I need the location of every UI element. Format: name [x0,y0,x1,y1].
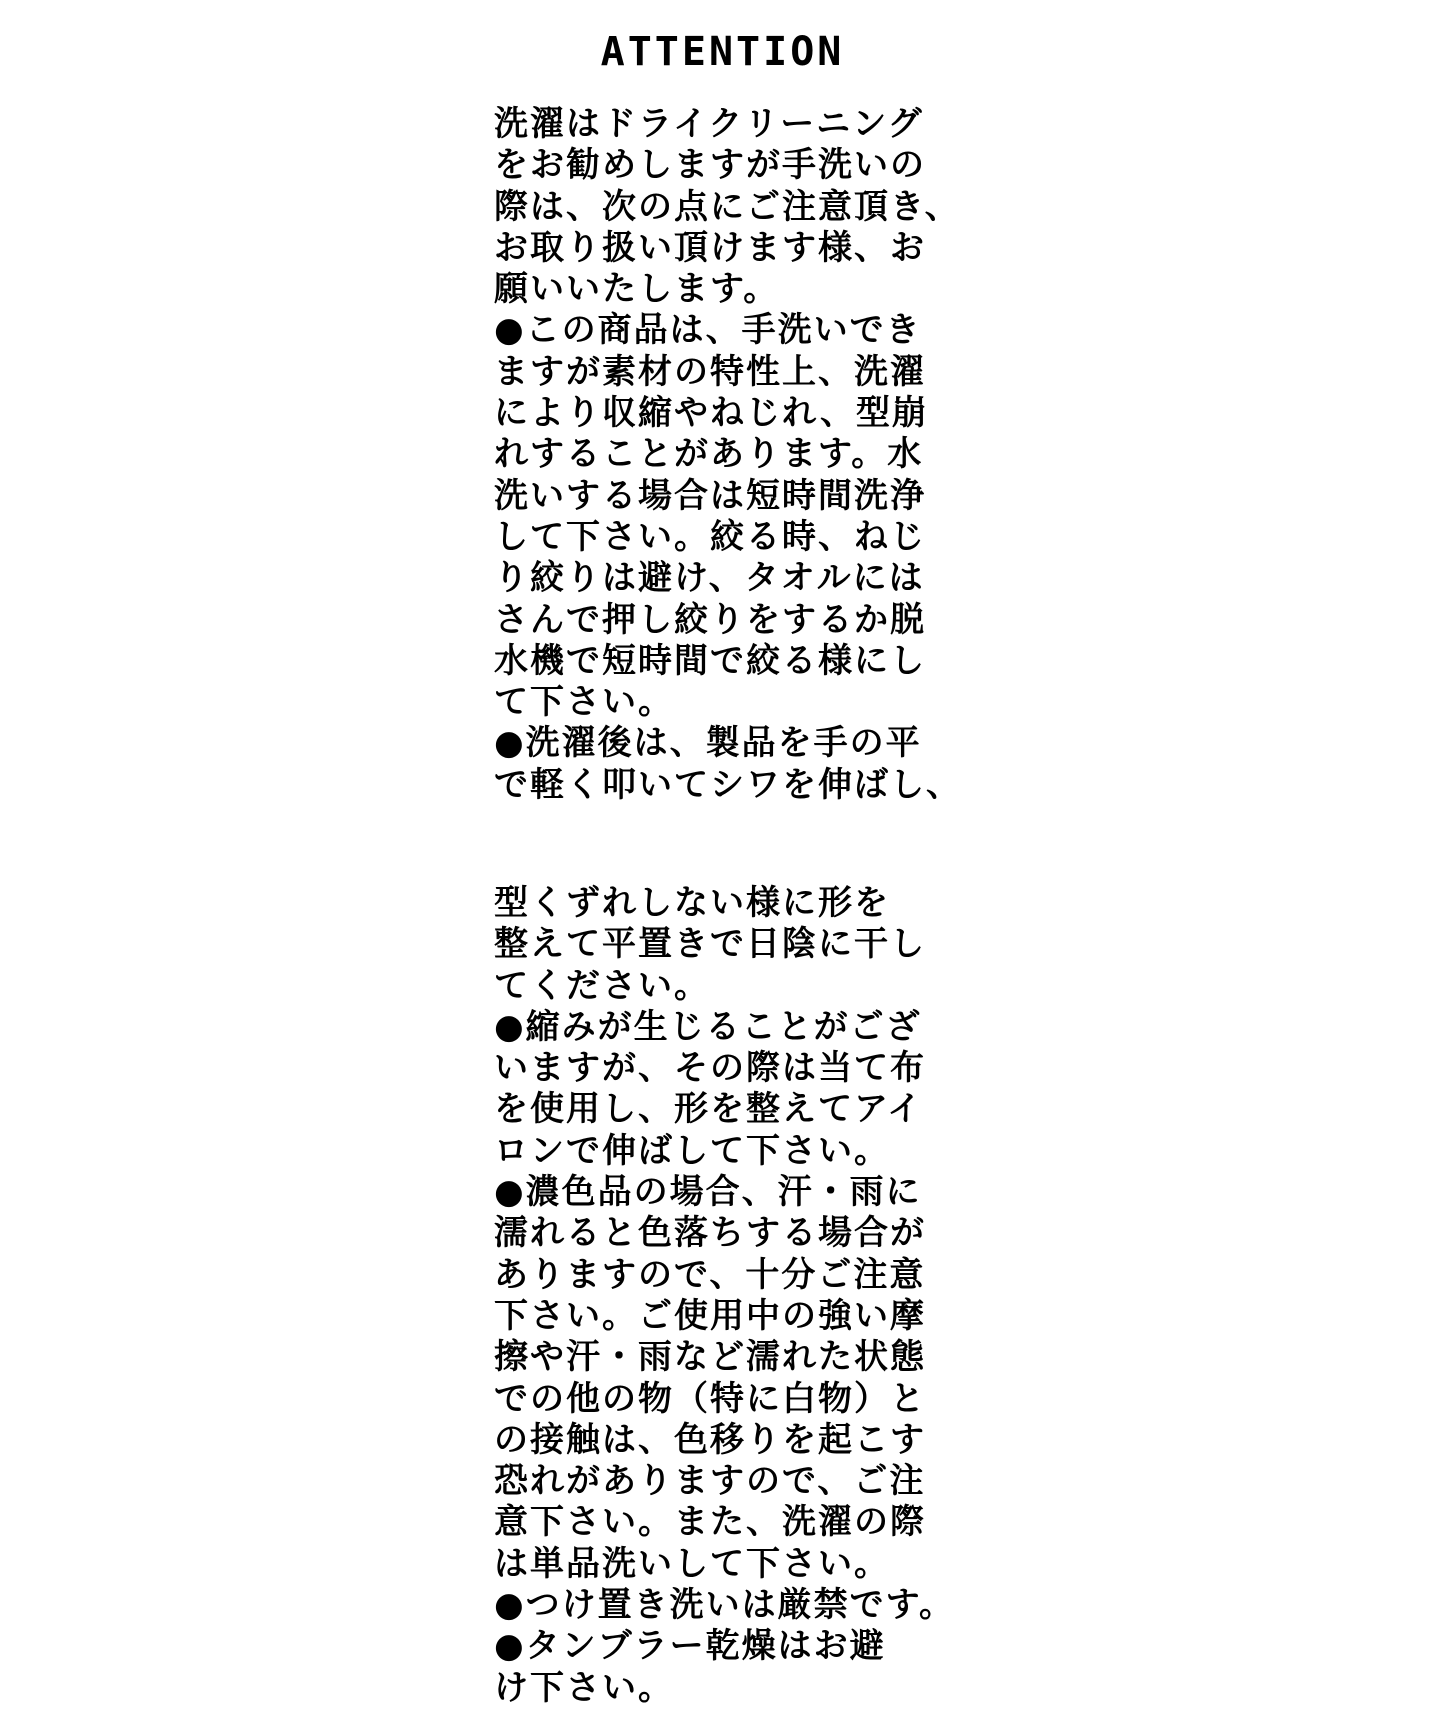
text-line: ●この商品は、手洗いでき [494,310,922,351]
text-line: 濡れると色落ちする場合が [494,1213,926,1254]
text-line: ロンで伸ばして下さい。 [494,1130,890,1171]
text-line: を使用し、形を整えてアイ [494,1089,923,1130]
text-line: お取り扱い頂けます様、お [494,227,926,268]
text-line: け下さい。 [494,1667,674,1708]
text-line: 下さい。ご使用中の強い摩 [494,1295,926,1336]
care-text-block-1 [494,104,974,806]
text-line: をお勧めしますが手洗いの [494,145,926,186]
text-line: ●洗濯後は、製品を手の平 [494,723,922,764]
text-line: ありますので、十分ご注意 [494,1254,926,1295]
text-line: 際は、次の点にご注意頂き、 [494,186,961,227]
text-line: さんで押し絞りをするか脱 [494,599,926,640]
text-line: ●つけ置き洗いは厳禁です。 [494,1585,955,1626]
text-line: での他の物（特に白物）と [494,1378,926,1419]
text-line: て下さい。 [494,682,674,723]
text-line: 水機で短時間で絞る様にし [494,640,926,681]
text-line: り絞りは避け、タオルには [494,558,925,599]
text-line: 整えて平置きで日陰に干し [494,924,926,965]
page-title: ATTENTION [600,29,845,75]
text-line: 意下さい。また、洗濯の際 [494,1502,926,1543]
text-line: の接触は、色移りを起こす [494,1419,926,1460]
text-line: ますが素材の特性上、洗濯 [494,351,926,392]
text-line: して下さい。絞る時、ねじ [494,516,926,557]
care-text-block-2 [494,883,974,1709]
text-line: により収縮やねじれ、型崩 [494,393,929,434]
text-line: れすることがあります。水 [494,434,924,475]
text-line: 恐れがありますので、ご注 [494,1461,926,1502]
text-line: で軽く叩いてシワを伸ばし、 [494,764,962,805]
text-line: 洗いする場合は短時間洗浄 [494,475,926,516]
text-line: ●タンブラー乾燥はお避 [494,1626,886,1667]
text-line: てください。 [494,965,710,1006]
text-line: ●縮みが生じることがござ [494,1006,922,1047]
text-line: 擦や汗・雨など濡れた状態 [494,1337,926,1378]
text-line: 型くずれしない様に形を [494,883,890,923]
text-line: ●濃色品の場合、汗・雨に [494,1172,922,1213]
text-line: いますが、その際は当て布 [494,1048,926,1089]
text-line: 洗濯はドライクリーニング [494,104,924,144]
text-line: は単品洗いして下さい。 [494,1543,890,1584]
text-line: 願いいたします。 [494,269,780,310]
